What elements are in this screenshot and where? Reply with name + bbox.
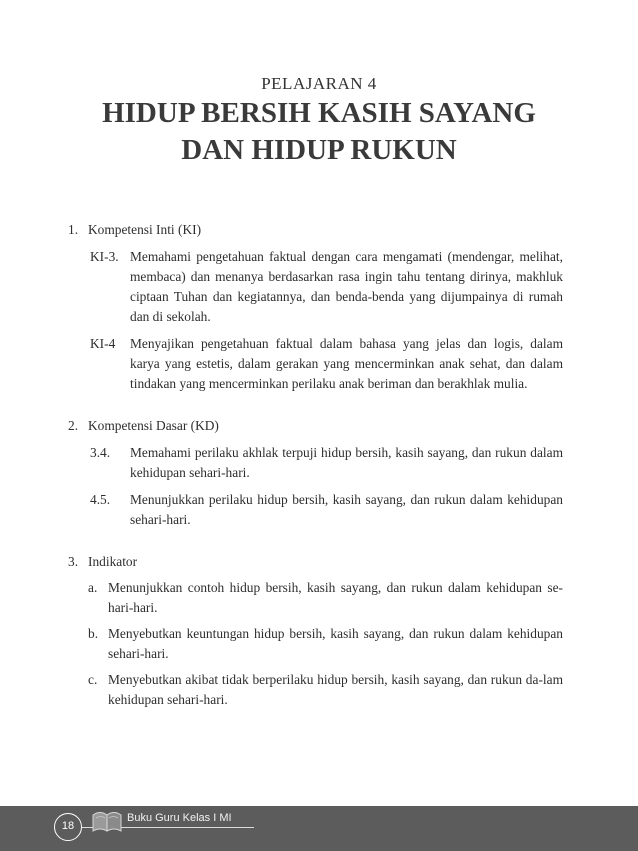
item-letter: a. xyxy=(88,580,98,595)
section-kompetensi-dasar xyxy=(68,416,563,530)
list-item xyxy=(90,443,563,483)
section-number: 2. xyxy=(68,418,79,433)
list-item xyxy=(88,670,563,710)
open-book-icon xyxy=(90,806,124,836)
list-item xyxy=(90,490,563,530)
page-number: 18 xyxy=(54,813,82,841)
section-title: Kompetensi Inti (KI) xyxy=(88,222,202,237)
item-code: 4.5. xyxy=(90,492,111,507)
section-title: Kompetensi Dasar (KD) xyxy=(88,418,219,433)
item-code: KI-4 xyxy=(90,336,116,351)
item-code: 3.4. xyxy=(90,445,111,460)
section-heading xyxy=(68,552,563,572)
section-title: Indikator xyxy=(88,554,138,569)
title-line-2: DAN HIDUP RUKUN xyxy=(181,134,457,166)
list-item xyxy=(88,624,563,664)
section-heading xyxy=(68,220,563,240)
item-text: Menunjukkan perilaku hidup bersih, kasih sayang, dan rukun dalam kehidupan sehari-hari. xyxy=(130,492,563,527)
footer-book-title: Buku Guru Kelas I MI xyxy=(127,812,232,824)
section-indikator xyxy=(68,552,563,710)
item-text: Menyebutkan keuntungan hidup bersih, kasih sayang, dan rukun dalam kehidupan sehari-hari. xyxy=(108,626,563,661)
item-code: KI-3. xyxy=(90,249,119,264)
item-text: Memahami perilaku akhlak terpuji hidup bersih, kasih sayang, dan rukun dalam kehidupan sehari-hari. xyxy=(130,445,563,480)
section-number: 3. xyxy=(68,554,79,569)
item-text: Menyajikan pengetahuan faktual dalam bahasa yang jelas dan logis, dalam karya yang estetis, dalam gerakan yang mencerminkan anak sehat, dan dalam tindakan yang mencerminkan perilaku anak beriman dan berakhlak mulia. xyxy=(130,336,563,391)
item-letter: b. xyxy=(88,626,99,641)
list-item xyxy=(90,247,563,327)
item-letter: c. xyxy=(88,672,98,687)
section-heading xyxy=(68,416,563,436)
item-text: Menunjukkan contoh hidup bersih, kasih sayang, dan rukun dalam kehidupan se-hari-hari. xyxy=(108,580,563,615)
list-item xyxy=(88,578,563,618)
section-number: 1. xyxy=(68,222,79,237)
item-text: Memahami pengetahuan faktual dengan cara mengamati (mendengar, melihat, membaca) dan menanya berdasarkan rasa ingin tahu tentang dirinya, makhluk ciptaan Tuhan dan kegiatannya, dan benda-benda yang dijumpainya di rumah dan di sekolah. xyxy=(130,249,563,324)
page-title xyxy=(0,95,638,169)
list-item xyxy=(90,334,563,394)
content-body xyxy=(68,220,563,732)
lesson-label: PELAJARAN 4 xyxy=(261,74,377,93)
item-text: Menyebutkan akibat tidak berperilaku hidup bersih, kasih sayang, dan rukun da-lam kehidupan sehari-hari. xyxy=(108,672,563,707)
section-kompetensi-inti xyxy=(68,220,563,394)
title-line-1: HIDUP BERSIH KASIH SAYANG xyxy=(102,97,536,129)
